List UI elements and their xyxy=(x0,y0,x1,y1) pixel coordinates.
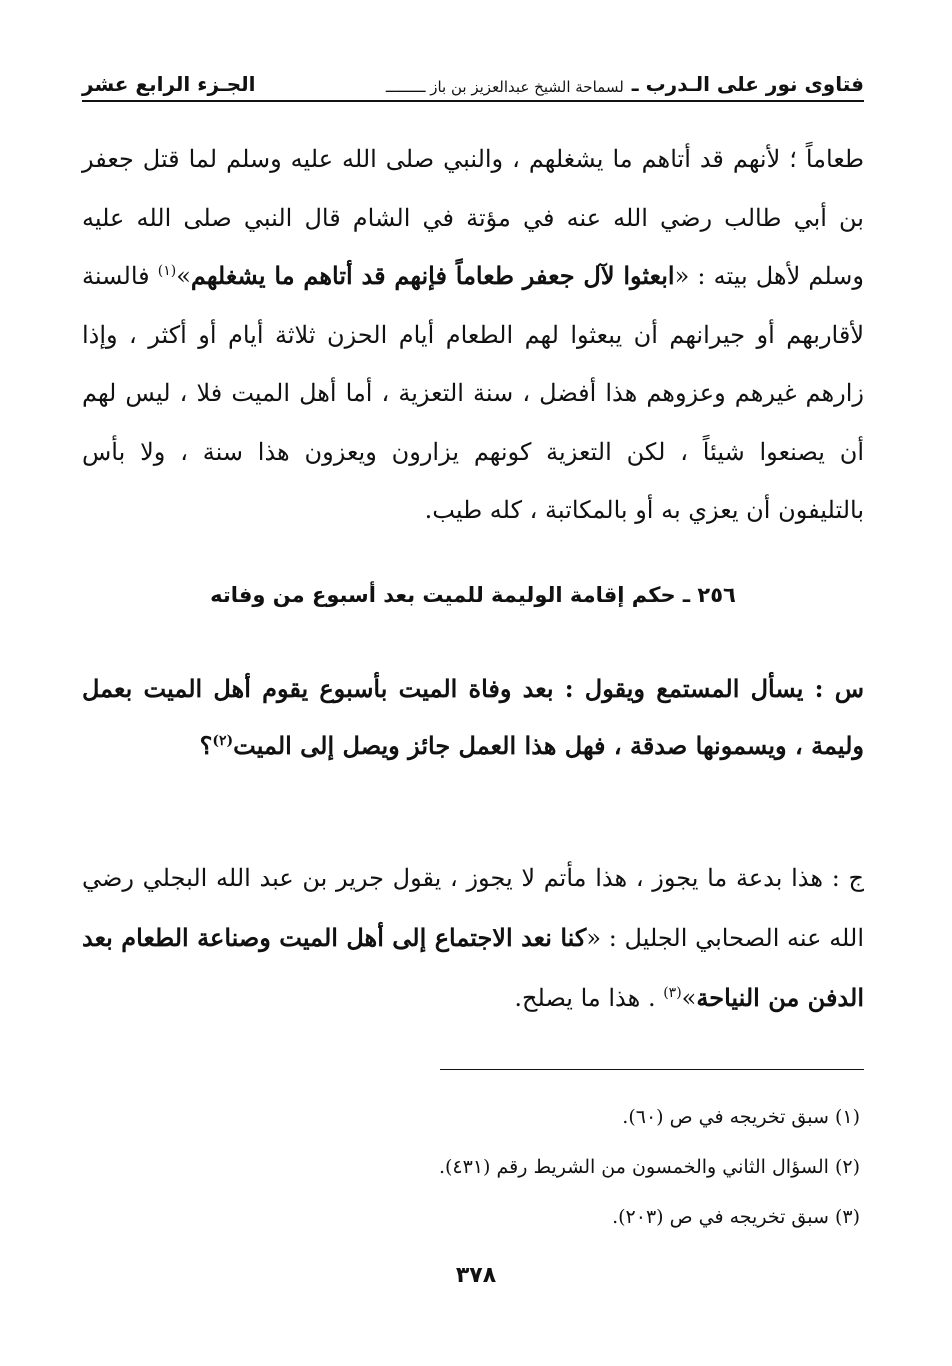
footnote-separator xyxy=(440,1069,864,1070)
footnote-ref-1: (١) xyxy=(157,263,177,279)
footnote-ref-3: (٣) xyxy=(663,985,682,1001)
page-number: ٣٧٨ xyxy=(455,1263,497,1288)
paragraph-1-text-a: طعاماً ؛ لأنهم قد أتاهم ما يشغلهم ، والنبي صلى الله عليه وسلم لما قتل جعفر بن أبي طالب رضي الله عنه في مؤتة في الشام قال النبي صلى الله عليه وسلم لأهل بيته : « xyxy=(82,145,865,290)
header-title-group xyxy=(378,72,864,96)
section-heading: ٢٥٦ ـ حكم إقامة الوليمة للميت بعد أسبوع من وفاته xyxy=(210,583,736,607)
footnote-1: (١) سبق تخريجه في ص (٦٠). xyxy=(622,1106,860,1128)
volume-label: الجـزء الرابع عشر xyxy=(82,72,256,96)
footnote-2: (٢) السؤال الثاني والخمسون من الشريط رقم (٤٣١). xyxy=(438,1156,860,1178)
paragraph-1-text-b: » xyxy=(176,262,191,290)
hadith-quote-1: ابعثوا لآل جعفر طعاماً فإنهم قد أتاهم ما يشغلهم xyxy=(190,261,675,290)
footnote-ref-2: (٢) xyxy=(212,733,234,749)
running-header xyxy=(82,62,864,102)
footnotes xyxy=(82,1092,860,1242)
question-text: س : يسأل المستمع ويقول : بعد وفاة الميت بأسبوع يقوم أهل الميت بعمل وليمة ، ويسمونها صدقة ، فهل هذا العمل جائز ويصل إلى الميت xyxy=(82,674,864,760)
paragraph-1-text-c: فالسنة لأقاربهم أو جيرانهم أن يبعثوا لهم الطعام أيام الحزن ثلاثة أيام أو أكثر ، وإذا زارهم غيرهم وعزوهم هذا أفضل ، سنة التعزية ، أما أهل الميت فلا ، ليس لهم أن يصنعوا شيئاً ، لكن التعزية كونهم يزارون ويعزون هذا سنة ، ولا بأس بالتليفون أن يعزي به أو بالمكاتبة ، كله طيب. xyxy=(82,262,864,524)
hadith-quote-2: كنا نعد الاجتماع إلى أهل الميت وصناعة الطعام بعد الدفن من النياحة xyxy=(82,923,864,1012)
footnote-3: (٣) سبق تخريجه في ص (٢٠٣). xyxy=(612,1206,860,1228)
answer-text-b: » xyxy=(681,984,697,1012)
author-name: لسماحة الشيخ عبدالعزيز بن باز ـــــــــ xyxy=(385,78,624,96)
book-title: فتاوى نور على الـدرب ـ xyxy=(631,72,864,96)
paragraph-1 xyxy=(82,130,864,540)
answer-text-c: . هذا ما يصلح. xyxy=(514,984,664,1012)
question-mark: ؟ xyxy=(199,731,213,760)
question-paragraph xyxy=(82,660,864,774)
answer-text-a: ج : هذا بدعة ما يجوز ، هذا مأتم لا يجوز ، يقول جرير بن عبد الله البجلي رضي الله عنه الصحابي الجليل : « xyxy=(82,864,865,952)
answer-paragraph xyxy=(82,848,864,1028)
